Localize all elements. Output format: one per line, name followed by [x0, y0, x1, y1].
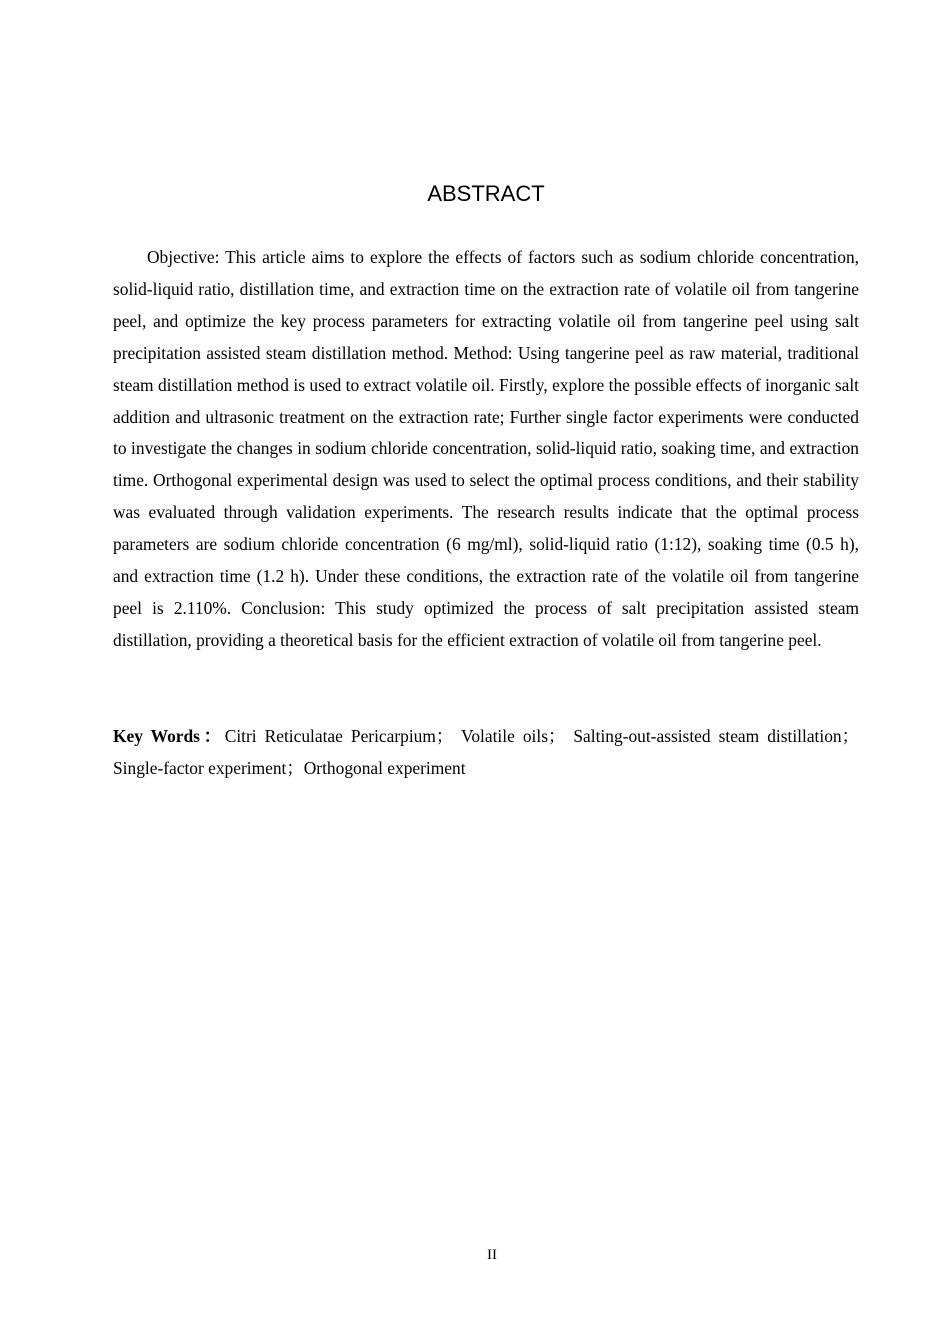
- keywords-label: Key Words：: [113, 726, 225, 746]
- abstract-heading: ABSTRACT: [427, 181, 545, 206]
- keywords-line: [113, 721, 859, 785]
- page-number: II: [487, 1247, 497, 1263]
- keywords-list: Citri Reticulatae Pericarpium； Volatile oils； Salting-out-assisted steam distillation；Single-factor experiment；Orthogonal experiment: [113, 726, 859, 778]
- abstract-paragraph: Objective: This article aims to explore the effects of factors such as sodium chloride concentration, solid-liquid ratio, distillation time, and extraction time on the extraction rate of volatile oil from tangerine peel, and optimize the key process parameters for extracting volatile oil from tangerine peel using salt precipitation assisted steam distillation method. Method: Using tangerine peel as raw material, traditional steam distillation method is used to extract volatile oil. Firstly, explore the possible effects of inorganic salt addition and ultrasonic treatment on the extraction rate; Further single factor experiments were conducted to investigate the changes in sodium chloride concentration, solid-liquid ratio, soaking time, and extraction time. Orthogonal experimental design was used to select the optimal process conditions, and their stability was evaluated through validation experiments. The research results indicate that the optimal process parameters are sodium chloride concentration (6 mg/ml), solid-liquid ratio (1:12), soaking time (0.5 h), and extraction time (1.2 h). Under these conditions, the extraction rate of the volatile oil from tangerine peel is 2.110%. Conclusion: This study optimized the process of salt precipitation assisted steam distillation, providing a theoretical basis for the efficient extraction of volatile oil from tangerine peel.: [113, 247, 859, 650]
